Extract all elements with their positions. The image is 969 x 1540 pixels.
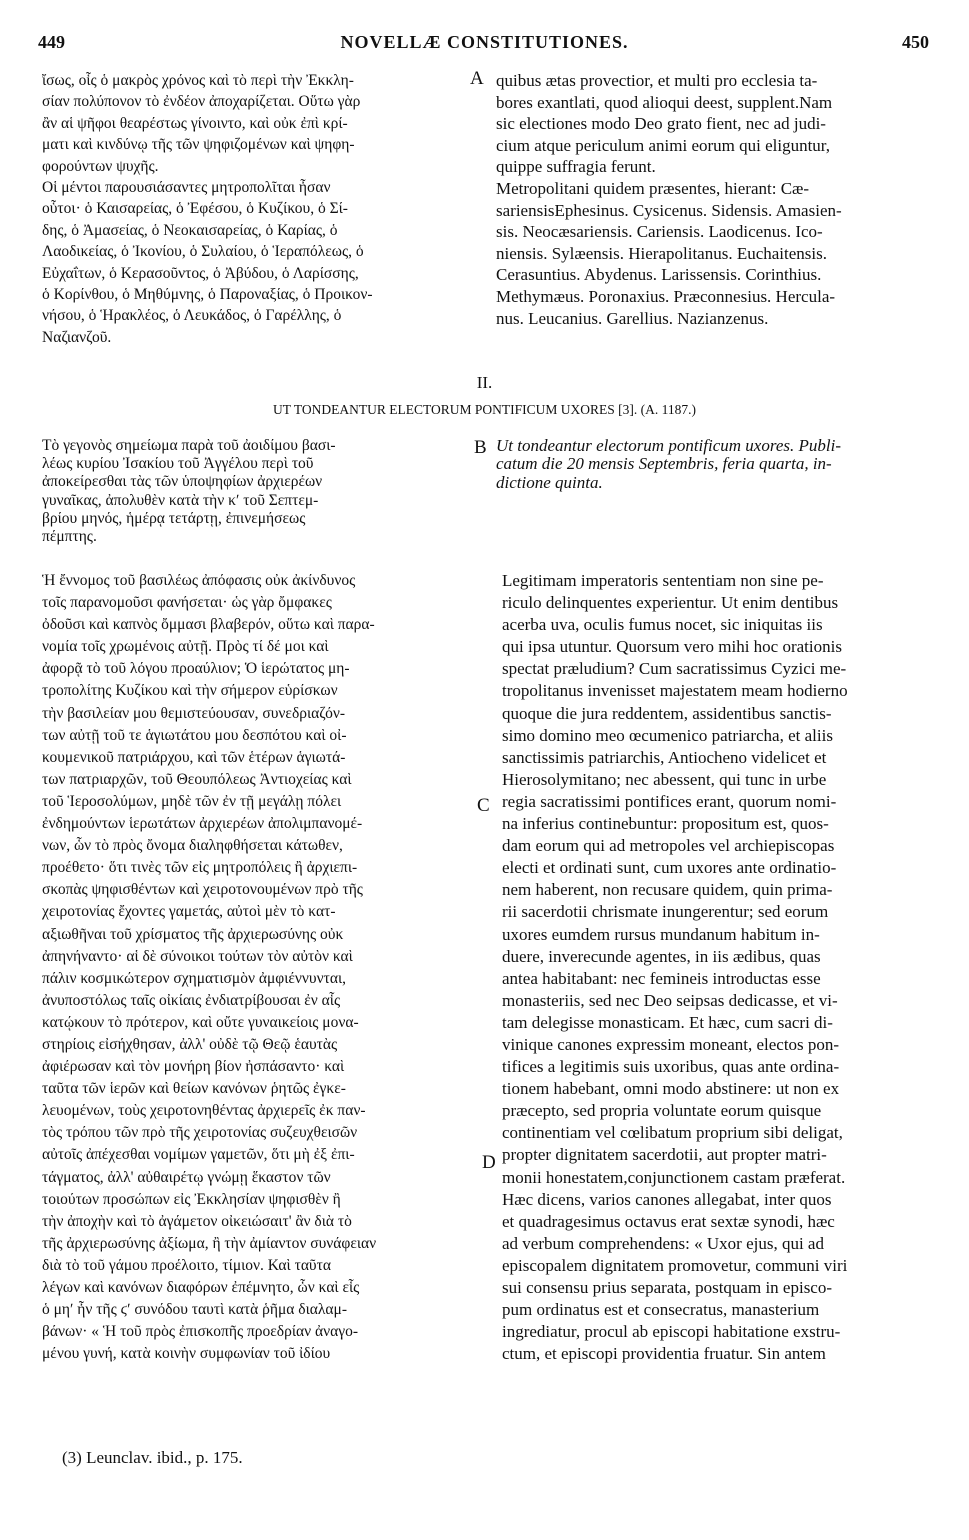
text-line: regia sacratissimi pontifices erant, quorum nomi-	[502, 791, 837, 811]
text-line: των πατριαρχῶν, τοῦ Θεουπόλεως Ἀντιοχείας καὶ	[42, 770, 352, 788]
page-number-left: 449	[38, 32, 65, 52]
text-line: τοιούτων προσώπων εἰς Ἐκκλησίαν ψηφισθὲν ἢ	[42, 1190, 341, 1208]
text-line: αὐτοῖς ἀπέχεσθαι νομίμων γαμετῶν, ὅτι μὴ ἐξ ἐπι-	[42, 1146, 355, 1164]
text-line: Hierosolymitano; nec abessent, qui tunc in urbe	[502, 769, 827, 789]
text-line: τὸς τρόπου τῶν πρὸ τῆς χειροτονίας συζευχθεισῶν	[42, 1124, 358, 1142]
text-line: riculo delinquentes experientur. Ut enim dentibus	[502, 593, 839, 613]
text-line: sis. Neocæsariensis. Cariensis. Laodicenus. Ico-	[496, 222, 823, 242]
text-line: πέμπτης.	[42, 528, 97, 546]
text-line: antea habitabant: nec femineis introductas esse	[502, 968, 821, 988]
text-line: Λαοδικείας, ὁ Ἰκονίου, ὁ Συλαίου, ὁ Ἱεραπόλεως, ὁ	[42, 243, 364, 261]
greek-column-block2	[42, 437, 467, 546]
text-line: ἀνυποστόλως ταῖς οἰκίαις ἐνδιατρίβουσαι ἐν αἷς	[42, 991, 341, 1009]
text-line: bores exantlati, quod alioqui deest, supplent.Nam	[496, 92, 833, 112]
section-title: UT TONDEANTUR ELECTORUM PONTIFICUM UXORES [3]. (A. 1187.)	[272, 402, 696, 417]
text-line: ἀποκείρεσθαι τὰς τῶν ὑποψηφίων ἀρχιερέων	[42, 473, 323, 491]
text-line: propter dignitatem sacerdotii, aut propter matri-	[502, 1145, 827, 1165]
text-line: rii sacerdotii chrismate inungerentur; sed eorum	[502, 902, 829, 922]
text-line: dam eorum qui ad metropoles vel archiepiscopas	[502, 836, 835, 856]
text-line: præcepto, sed propria voluntate eorum quisque	[502, 1101, 822, 1121]
text-line: quippe suffragia ferunt.	[496, 157, 656, 177]
text-line: pum ordinatus est et consecratus, manasterium	[502, 1300, 820, 1320]
text-line: δης, ὁ Ἀμασείας, ὁ Νεοκαισαρείας, ὁ Καρίας, ὁ	[42, 221, 338, 239]
text-line: sanctissimis patriarchis, Antiocheno videlicet et	[502, 747, 827, 767]
text-line: duere, inverecunde agentes, in iis ædibus, quas	[502, 946, 821, 966]
greek-column-block1	[42, 70, 467, 348]
text-line: Εὐχαΐτων, ὁ Κερασοῦντος, ὁ Ἀβύδου, ὁ Λαρίσσης,	[42, 264, 359, 282]
text-line: βρίου μηνός, ἡμέρᾳ τετάρτῃ, ἐπινεμήσεως	[42, 509, 306, 527]
text-line: των αὐτῇ τοῦ τε ἁγιωτάτου μου δεσπότου καὶ οἰ-	[42, 726, 347, 744]
text-line: αξιωθῆναι τοῦ χρίσματος τῆς ἀρχιερωσύνης οὐκ	[42, 925, 344, 943]
text-line: acerba uva, oculis fumus nocet, sic iniquitas iis	[502, 615, 823, 635]
text-line: Methymæus. Poronaxius. Præconnesius. Hercula-	[496, 286, 836, 306]
text-line: οὗτοι· ὁ Καισαρείας, ὁ Ἐφέσου, ὁ Κυζίκου, ὁ Σί-	[42, 200, 348, 218]
text-line: φορούντων ψυχῆς.	[42, 157, 159, 175]
text-line: Ἡ ἔννομος τοῦ βασιλέως ἀπόφασις οὐκ ἀκίνδυνος	[42, 572, 356, 589]
text-line: Hæc dicens, varios canones allegabat, inter quos	[502, 1189, 832, 1209]
text-line: κουμενικοῦ πατριάρχου, καὶ τῶν ἑτέρων ἁγιωτά-	[42, 748, 346, 766]
text-line: ἀφορᾷ τὸ τοῦ λόγου προαύλιον; Ὁ ἱερώτατος μη-	[42, 660, 350, 678]
text-line: νήσου, ὁ Ἡρακλέος, ὁ Λευκάδος, ὁ Γαρέλλης, ὁ	[42, 307, 342, 325]
text-line: ὁ μηʹ ἦν τῆς ϛʹ συνόδου ταυτὶ κατὰ ῥῆμα διαλαμ-	[42, 1301, 347, 1319]
text-line: monasteriis, sed nec Deo seipsas dedicasse, et vi-	[502, 990, 838, 1010]
text-line: σκοπὰς ψηφισθέντων καὶ χειροτονουμένων πρὸ τῆς	[42, 881, 363, 899]
text-line: ἂν αἱ ψῆφοι θεαρέστως γίνοιντο, καὶ οὐκ ἐπὶ κρί-	[42, 114, 348, 132]
text-line: προέθετο· ὅτι τινὲς τῶν εἰς μητροπόλεις ἢ ἀρχιεπι-	[42, 859, 358, 877]
text-line: qui ipsa utuntur. Quorsum vero mihi hoc orationis	[502, 637, 842, 657]
text-line: νομία τοῖς χρωμένοις αὐτῇ. Πρὸς τί δέ μοι καὶ	[42, 638, 329, 656]
text-line: τροπολίτης Κυζίκου καὶ τὴν σήμερον εὑρίσκων	[42, 682, 338, 700]
text-line: tionem habebant, omni modo abstinere: ut non ex	[502, 1079, 840, 1099]
text-line: ἴσως, οἷς ὁ μακρὸς χρόνος καὶ τὸ περὶ τὴν Ἐκκλη-	[42, 72, 354, 89]
text-line: λέως κυρίου Ἰσακίου τοῦ Ἀγγέλου περὶ τοῦ	[42, 455, 314, 473]
text-line: τὴν βασιλείαν μου θεμιστεύουσαν, συνεδριαζόν-	[42, 704, 346, 722]
text-line: τάγματος, ἀλλ' αὐθαιρέτῳ γνώμῃ ἕκαστον τῶν	[42, 1168, 331, 1186]
text-line: na inferius continebuntur: propositum est, quos-	[502, 814, 829, 834]
text-line: Cerasuntius. Abydenus. Larissensis. Corinthius.	[496, 265, 822, 285]
text-line: et quadragesimus octavus erat sextæ synodi, hæc	[502, 1211, 835, 1231]
text-line: μένου γυνή, κατὰ κοινὴν συμφωνίαν τοῦ ἰδίου	[42, 1345, 331, 1363]
text-line: Metropolitani quidem præsentes, hierant: Cæ-	[496, 178, 810, 198]
text-line: nus. Leucanius. Garellius. Nazianzenus.	[496, 308, 769, 328]
text-line: simo domino meo œcumenico patriarcha, et aliis	[502, 725, 833, 745]
text-line: ἐνδημούντων ἱερωτάτων ἀρχιερέων ἀπολιμπανομέ-	[42, 815, 363, 833]
text-line: catum die 20 mensis Septembris, feria quarta, in-	[496, 454, 832, 474]
text-line: Ut tondeantur electorum pontificum uxores. Publi-	[496, 436, 841, 455]
text-line: ingrediatur, procul ab episcopi habitatione exstru-	[502, 1322, 841, 1342]
text-line: tifices a legitimis suis uxoribus, quas ante ordina-	[502, 1057, 840, 1077]
text-line: quoque die jura reddentem, assidentibus sanctis-	[502, 703, 832, 723]
text-line: nem haberent, non recusare quidem, quin prima-	[502, 880, 833, 900]
text-line: στηρίοις εἰσήχθησαν, ἀλλ' οὐδὲ τῷ Θεῷ ἑαυτὰς	[42, 1035, 338, 1053]
text-line: uxores eumdem rursus mundanum habitum in-	[502, 924, 820, 944]
text-line: sariensisEphesinus. Cysicenus. Sidensis. Amasien-	[496, 200, 842, 220]
text-line: γυναῖκας, ἀπολυθὲν κατὰ τὴν κʹ τοῦ Σεπτεμ-	[42, 491, 319, 509]
text-line: monii honestatem,conjunctionem castam præferat.	[502, 1167, 846, 1187]
text-line: ὁ Κορίνθου, ὁ Μηθύμνης, ὁ Παροναξίας, ὁ Προικον-	[42, 286, 373, 304]
text-line: ad verbum comprehendens: « Uxor ejus, qui ad	[502, 1233, 824, 1253]
text-line: λευομένων, τοὺς χειροτονηθέντας ἀρχιερεῖς ἐκ παν-	[42, 1102, 366, 1120]
text-line: ἀπηνήναντο· αἱ δὲ σύνοικοι τούτων τὸν αὐτὸν καὶ	[42, 947, 353, 965]
latin-column-block1	[496, 70, 936, 329]
text-line: ἀφιέρωσαν καὶ τὸν μονήρη βίον ἠσπάσαντο· καὶ	[42, 1058, 345, 1076]
greek-column-block3	[42, 570, 467, 1365]
text-line: διὰ τὸ τοῦ γάμου προέλοιτο, τίμιον. Καὶ ταῦτα	[42, 1256, 331, 1274]
text-line: electi et ordinati sunt, cum uxores ante ordinatio-	[502, 858, 837, 878]
text-line: continentiam vel cœlibatum proprium sibi deligat,	[502, 1123, 843, 1143]
text-line: episcopalem dignitatem promovetur, communi viri	[502, 1255, 848, 1275]
text-line: σίαν πολύπονον τὸ ἐνδέον ἀποχαρίζεται. Οὕτω γὰρ	[42, 93, 361, 111]
text-line: χειροτονίας ἔχοντες γαμετάς, αὐτοὶ μὲν τὸ κατ-	[42, 903, 336, 921]
margin-marker-c: C	[477, 795, 490, 816]
text-line: τοῦ Ἱεροσολύμων, μηδὲ τῶν ἐν τῇ μεγάλῃ πόλει	[42, 792, 342, 810]
text-line: tropolitanus invenisset majestatem meam hodierno	[502, 681, 848, 701]
latin-column-block2	[496, 437, 936, 492]
text-line: νων, ὧν τὸ πρὸς ὄνομα διαληφθήσεται κάτωθεν,	[42, 837, 343, 855]
text-line: τοῖς παρανομοῦσι φανήσεται· ὡς γὰρ ὄμφακες	[42, 594, 332, 612]
text-line: ctum, et episcopi providentia fruatur. Sin antem	[502, 1344, 826, 1364]
text-line: dictione quinta.	[496, 472, 603, 492]
text-line: Οἱ μέντοι παρουσιάσαντες μητροπολῖται ἦσαν	[42, 179, 331, 197]
margin-marker-d: D	[482, 1152, 496, 1173]
text-line: Ναζιανζοῦ.	[42, 328, 112, 346]
page-number-right: 450	[902, 32, 929, 52]
text-line: ταῦτα τῶν ἱερῶν καὶ θείων κανόνων ῥητῶς ἐγκε-	[42, 1080, 346, 1098]
text-line: cium atque periculum animi eorum qui eliguntur,	[496, 135, 831, 155]
running-title: NOVELLÆ CONSTITUTIONES.	[340, 32, 629, 52]
margin-marker-a: A	[470, 68, 484, 89]
text-line: ματι καὶ κινδύνῳ τῆς τῶν ψηφιζομένων καὶ ψηφη-	[42, 136, 355, 154]
section-number: II.	[476, 373, 493, 392]
text-line: ὀδοῦσι καὶ καπνὸς ὄμμασι βλαβερόν, οὕτω καὶ παρα-	[42, 616, 375, 634]
text-line: τὴν ἀποχὴν καὶ τὸ ἀγάμετον οἰκειώσαιτ' ἂν διὰ τὸ	[42, 1212, 352, 1230]
text-line: quibus ætas provectior, et multi pro ecclesia ta-	[496, 71, 818, 90]
text-line: πάλιν κοσμικώτερον σχηματισμὸν ἀμφιέννυνται,	[42, 969, 346, 987]
text-line: spectat præludium? Cum sacratissimus Cyzici me-	[502, 659, 847, 679]
text-line: λέγων καὶ κανόνων διαφόρων ἐπέμνητο, ὧν καὶ εἷς	[42, 1279, 360, 1296]
footnote: (3) Leunclav. ibid., p. 175.	[62, 1448, 243, 1467]
text-line: vinique canones expressim moneant, electos pon-	[502, 1034, 840, 1054]
text-line: niensis. Sylæensis. Hierapolitanus. Euchaitensis.	[496, 243, 827, 263]
text-line: sic electiones modo Deo grato fient, nec ad judi-	[496, 114, 826, 134]
text-line: Legitimam imperatoris sententiam non sine pe-	[502, 571, 824, 590]
text-line: tam delegisse monasticam. Et hæc, cum sacri di-	[502, 1012, 833, 1032]
text-line: τῆς ἀρχιερωσύνης ἀξίωμα, ἢ τὴν ἀμίαντον συνάφειαν	[42, 1234, 377, 1252]
margin-marker-b: B	[474, 437, 487, 458]
latin-column-block3	[502, 570, 938, 1365]
text-line: κατῴκουν τὸ πρότερον, καὶ οὔτε γυναικείοις μονα-	[42, 1013, 359, 1031]
text-line: βάνων· « Ἡ τοῦ πρὸς ἐπισκοπῆς προεδρίαν ἀναγο-	[42, 1323, 359, 1341]
text-line: sui consensu prius separata, postquam in episco-	[502, 1278, 833, 1297]
text-line: Τὸ γεγονὸς σημείωμα παρὰ τοῦ ἀοιδίμου βασι-	[42, 437, 336, 454]
